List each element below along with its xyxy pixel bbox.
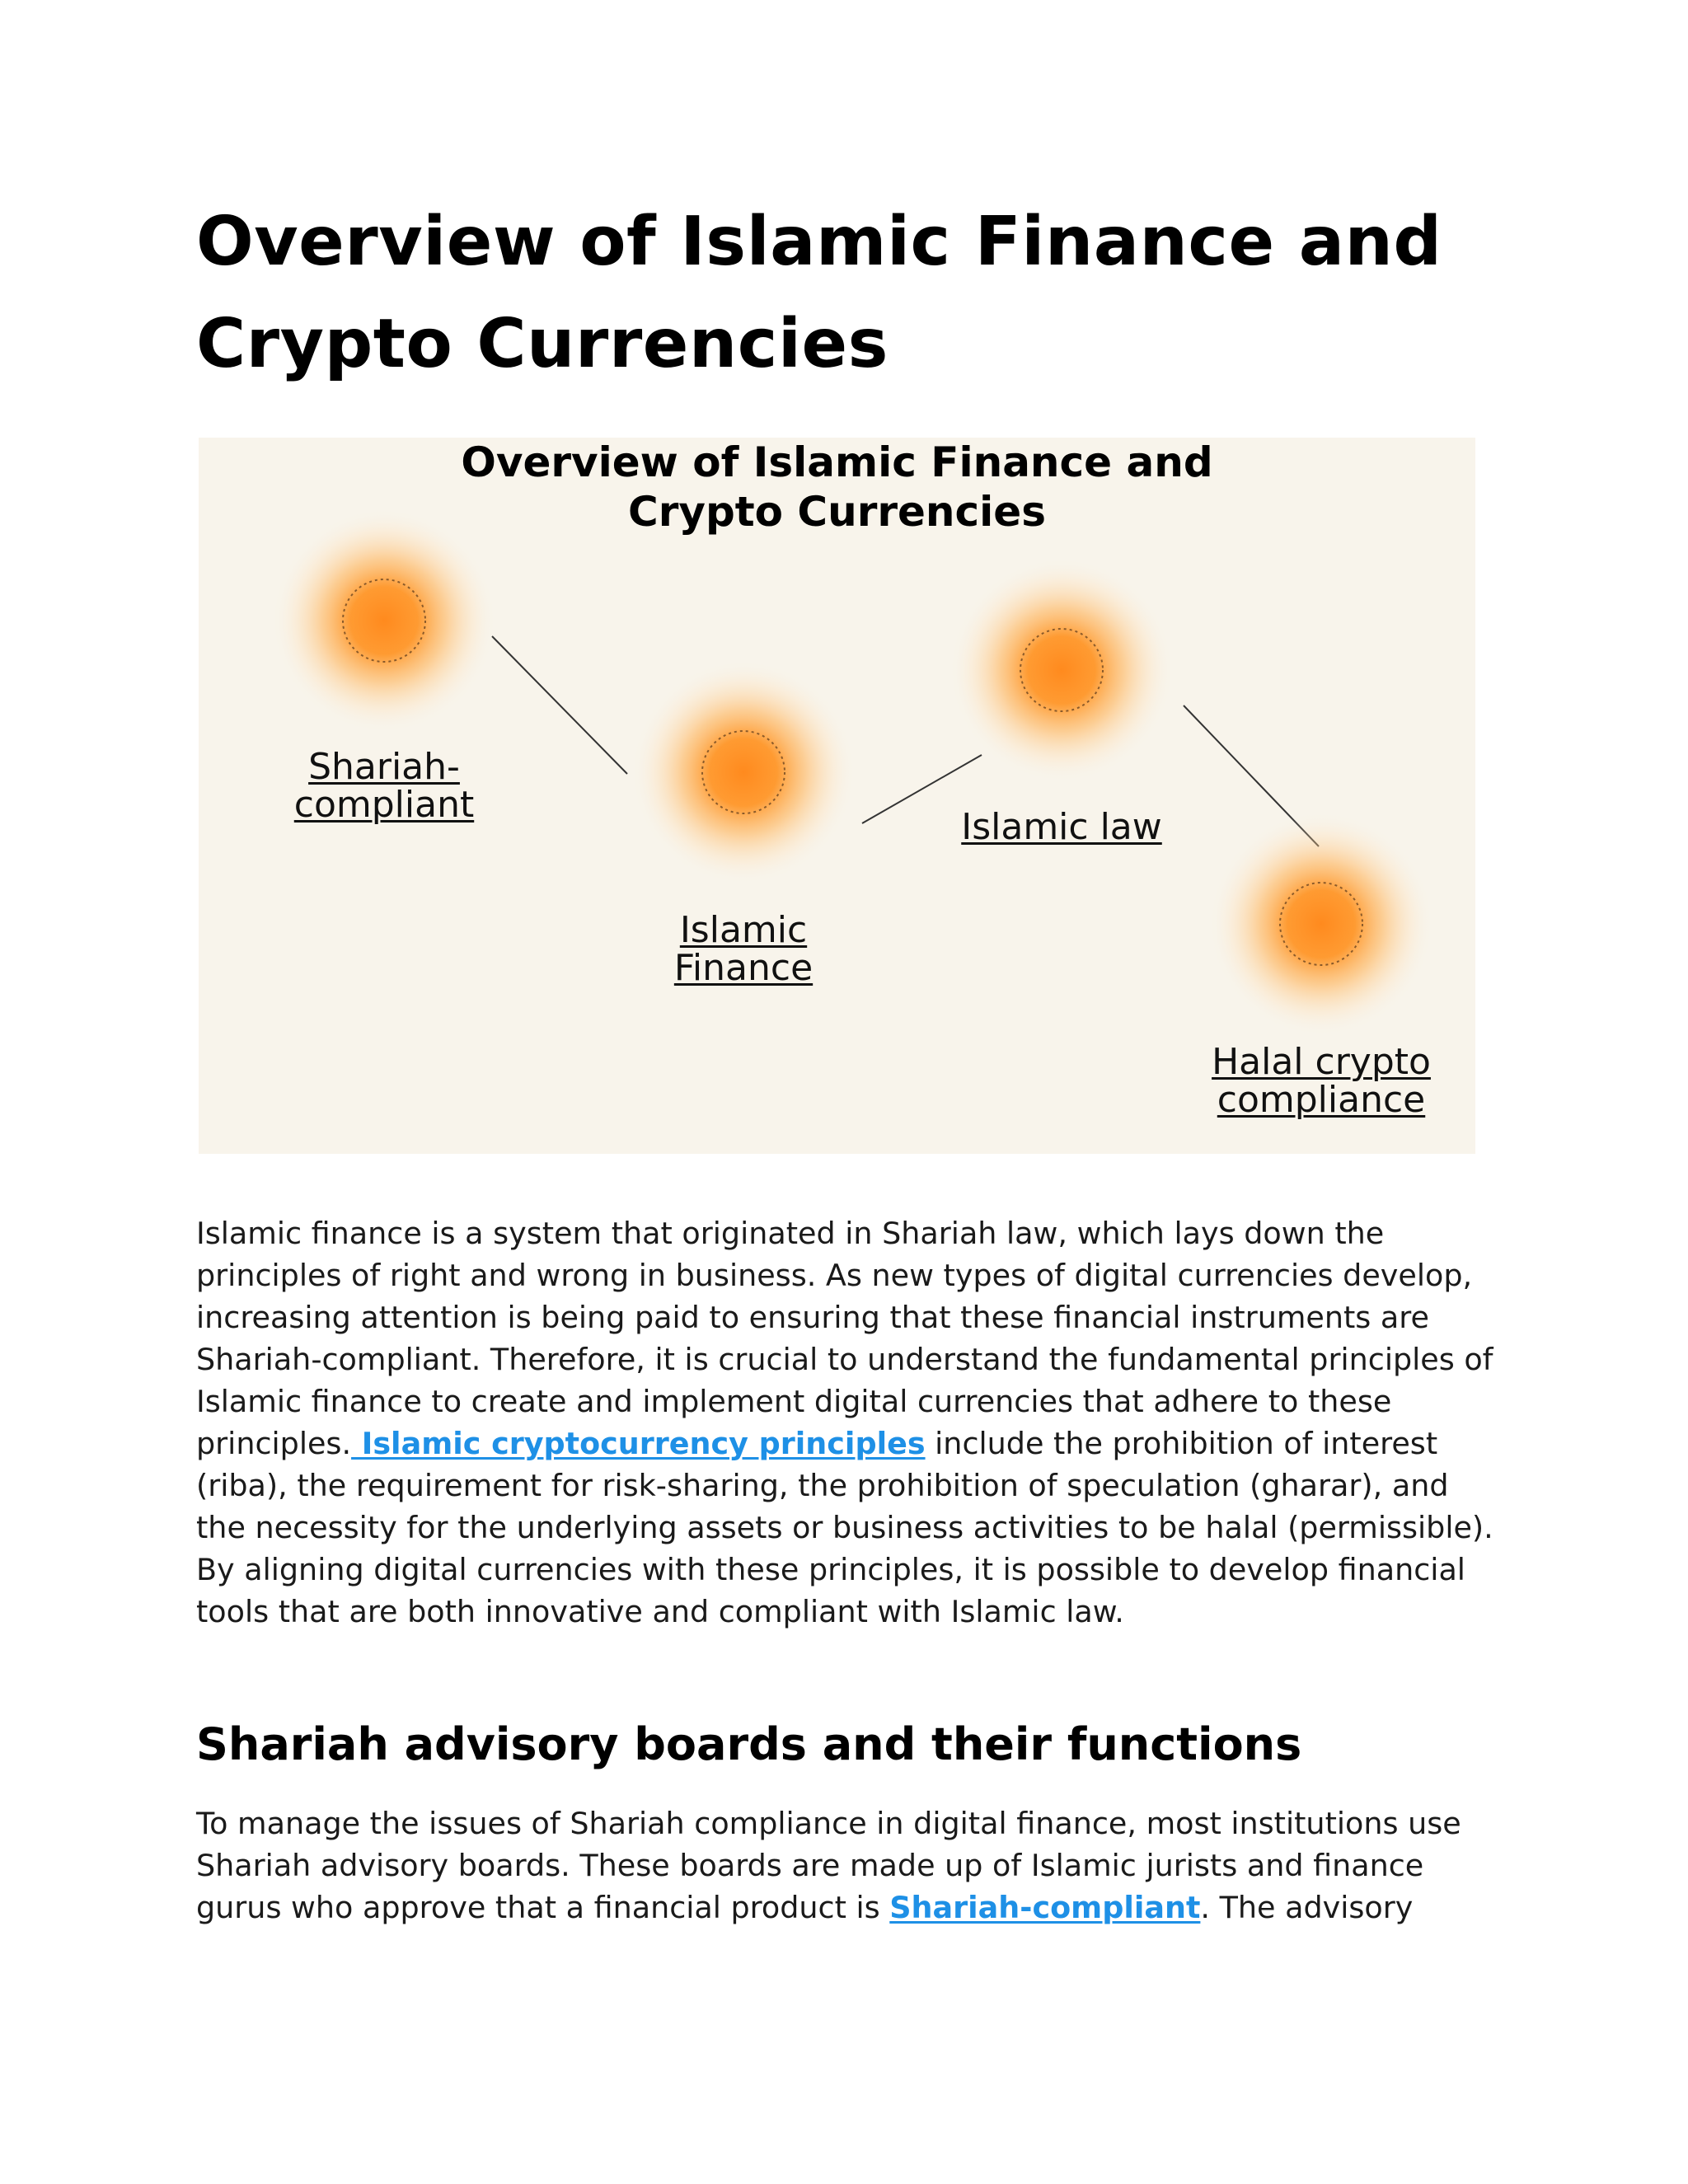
islamic-cryptocurrency-principles-link[interactable]: Islamic cryptocurrency principles bbox=[351, 1426, 926, 1461]
node-glow-halal-crypto bbox=[1209, 812, 1433, 1036]
overview-figure bbox=[199, 438, 1475, 1154]
page-title: Overview of Islamic Finance and Crypto Currencies bbox=[196, 203, 1442, 383]
figure-title-line-2: Crypto Currencies bbox=[628, 488, 1046, 536]
node-glow-islamic-finance bbox=[631, 660, 856, 884]
node-label-shariah-compliant[interactable]: Shariah- compliant bbox=[293, 746, 475, 826]
node-label-islamic-law[interactable]: Islamic law bbox=[961, 806, 1162, 848]
section-paragraph: To manage the issues of Shariah compliance in digital finance, most institutions use Shariah advisory boards. These boards are made up of Islamic jurists and finance gurus who approve that a financial product is Shariah-compliant. The advisory bbox=[196, 1806, 1461, 1925]
figure-title-line-1: Overview of Islamic Finance and bbox=[461, 438, 1213, 486]
connector-line bbox=[492, 636, 627, 774]
node-label-islamic-finance[interactable]: Islamic Finance bbox=[673, 909, 814, 989]
node-glow-shariah-compliant bbox=[272, 509, 496, 733]
node-glow-islamic-law bbox=[950, 558, 1174, 782]
section-heading: Shariah advisory boards and their functions bbox=[196, 1718, 1302, 1770]
node-label-halal-crypto-compliance[interactable]: Halal crypto compliance bbox=[1212, 1041, 1431, 1121]
shariah-compliant-link[interactable]: Shariah-compliant bbox=[889, 1890, 1201, 1925]
intro-paragraph: Islamic finance is a system that originated in Shariah law, which lays down the principles of right and wrong in business. As new types of digital currencies develop, increasing attention is being paid to ensuring that these financial instruments are Shariah-compliant. Therefore, it is crucial to understand the fundamental principles of Islamic finance to create and implement digital currencies that adhere to these principles. Islamic cryptocurrency principles include the prohibition of interest (riba), the requirement for risk-sharing, the prohibition of speculation (gharar), and the necessity for the underlying assets or business activities to be halal (permissible). By aligning digital currencies with these principles, it is possible to develop financial tools that are both innovative and compliant with Islamic law. bbox=[196, 1216, 1493, 1629]
